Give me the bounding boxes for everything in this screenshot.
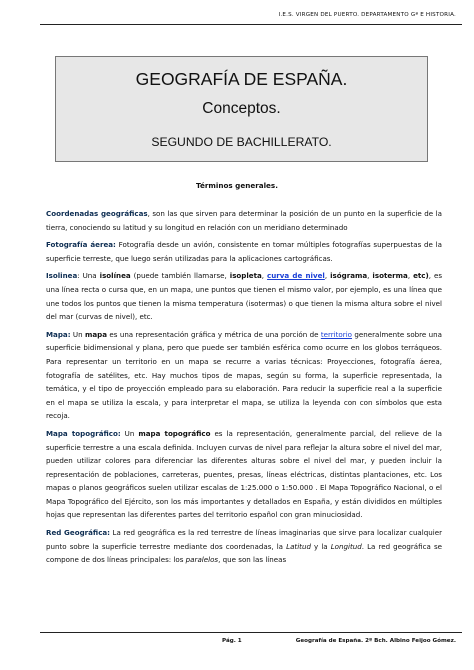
term-red: Red Geográfica: xyxy=(46,528,111,538)
page-number: Pág. 1 xyxy=(222,638,242,644)
section-title: Términos generales. xyxy=(196,181,278,190)
link-territorio[interactable]: territorio xyxy=(320,329,353,339)
footer-credit: Geografía de España. 2º Bch. Albino Feijoo Gómez. xyxy=(295,638,456,644)
title-box xyxy=(55,56,428,162)
term-fotografia: Fotografía áerea: xyxy=(46,240,116,250)
paragraph-red: Red Geográfica: La red geográfica es la red terrestre de líneas imaginarias que sirve para localizar cualquier punto sobre la superficie terrestre mediante dos coordenadas, la Latitud y la Longitud. La red geográfica se compone de dos líneas principales: los paralelos, que son las líneas xyxy=(46,528,443,565)
term-isolinea: Isolinea xyxy=(46,271,78,281)
header-rule xyxy=(40,24,462,25)
paragraph-isolinea: Isolinea: Una isolínea (puede también llamarse, isopleta, curva de nivel, isógrama, isoterma, etc), es una línea recta o cursa que, en un mapa, une puntos que tienen el mismo valor, por ejemplo, es una línea que une todos los puntos que tienen la misma temperatura (isotermas) o que tienen la misma altura sobre el nivel del mar (curvas de nivel), etc. xyxy=(46,271,443,322)
link-curva-de-nivel[interactable]: curva de nivel xyxy=(267,271,325,281)
page-header: I.E.S. VIRGEN DEL PUERTO. DEPARTAMENTO Gª E HISTORIA. xyxy=(278,12,456,18)
content xyxy=(46,207,442,571)
term-coordenadas: Coordenadas geográficas xyxy=(46,209,148,218)
course-label: SEGUNDO DE BACHILLERATO. xyxy=(151,135,332,149)
paragraph-fotografia: Fotografía áerea: Fotografía desde un avión, consistente en tomar múltiples fotografías superpuestas de la superficie terreste, que luego serán utilizadas para la aplicaciones cartográficas. xyxy=(46,240,442,263)
paragraph-mapa: Mapa: Un mapa es una representación gráfica y métrica de una porción de territorio generalmente sobre una superficie bidimensional y plana, pero que puede ser también esférica como ocurre en los globos terráqueos. Para representar un territorio en un mapa se recurre a varias técnicas: Proyecciones, fotografía áerea, fotografía de satélites, etc. Hay muchos tipos de mapas, según su forma, la superficie representada, la temática, y el tipo de proyección empleado para su elaboración. Para reducir la superficie real a la superficie en el mapa se utiliza la escala, y para interpretar el mapa, se utiliza la leyenda con con símbolos que esta recoja. xyxy=(46,329,442,421)
term-topografico: Mapa topográfico: xyxy=(46,428,121,438)
footer-rule xyxy=(40,632,462,633)
paragraph-topografico: Mapa topográfico: Un mapa topográfico es la representación, generalmente parcial, del relieve de la superficie terrestre a una escala definida. Incluyen curvas de nivel para reflejar la altura sobre el nivel del mar, pueden utilizar colores para diferenciar las diferentes alturas sobre el nivel del mar, y pueden incluir la representación de poblaciones, carreteras, puentes, presas, líneas eléctricas, distintas plantaciones, etc. Los mapas o planos geográficos suelen utilizar escalas de 1:25.000 o 1:50.000 . El Mapa Topográfico Nacional, o el Mapa Topográfico del Ejército, son los más importantes y detallados en España, y están divididos en múltiples hojas que representan las diferentes partes del territorio español con gran minuciosidad. xyxy=(46,428,442,520)
document-subtitle: Conceptos. xyxy=(202,100,281,117)
paragraph-coordenadas: Coordenadas geográficas, son las que sirven para determinar la posición de un punto en la superficie de la tierra, conociendo su latitud y su longitud en relación con un meridiano determinado xyxy=(46,209,442,232)
term-mapa: Mapa: xyxy=(46,329,71,339)
document-title: GEOGRAFÍA DE ESPAÑA. xyxy=(135,69,348,89)
